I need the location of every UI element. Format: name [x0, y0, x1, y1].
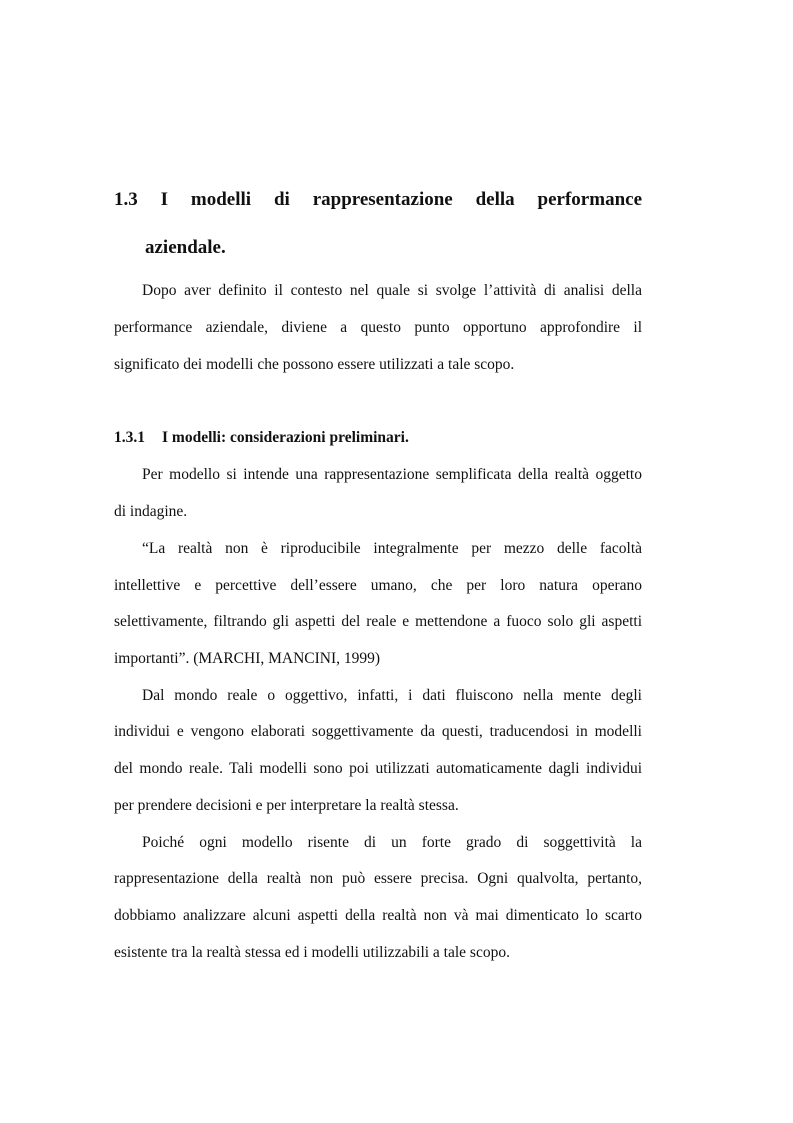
subsection-title: I modelli: considerazioni preliminari. — [162, 429, 409, 446]
section-heading-line-2: aziendale. — [145, 237, 226, 258]
paragraph-3-line: individui e vengono elaborati soggettivamente da questi, traducendosi in modelli — [114, 723, 642, 740]
paragraph-1-line: di indagine. — [114, 503, 188, 520]
paragraph-2-line: selettivamente, filtrando gli aspetti del reale e mettendone a fuoco solo gli aspetti — [114, 613, 642, 630]
paragraph-1-line: Per modello si intende una rappresentazione semplificata della realtà oggetto — [142, 466, 642, 483]
section-heading-line-1: 1.3 I modelli di rappresentazione della performance — [114, 189, 642, 210]
paragraph-2-line: “La realtà non è riproducibile integralmente per mezzo delle facoltà — [142, 540, 642, 557]
intro-paragraph-line: performance aziendale, diviene a questo punto opportuno approfondire il — [114, 319, 642, 336]
intro-paragraph-line: Dopo aver definito il contesto nel quale si svolge l’attività di analisi della — [142, 282, 642, 299]
intro-paragraph-line: significato dei modelli che possono essere utilizzati a tale scopo. — [114, 356, 515, 373]
paragraph-2-line: intellettive e percettive dell’essere umano, che per loro natura operano — [114, 577, 642, 594]
subsection-heading — [114, 428, 642, 448]
subsection-number: 1.3.1 — [114, 429, 145, 446]
paragraph-4-line: Poiché ogni modello risente di un forte grado di soggettività la — [142, 834, 642, 851]
paragraph-4-line: esistente tra la realtà stessa ed i modelli utilizzabili a tale scopo. — [114, 944, 510, 961]
paragraph-2-line: importanti”. (MARCHI, MANCINI, 1999) — [114, 650, 381, 667]
paragraph-3-line: per prendere decisioni e per interpretare la realtà stessa. — [114, 797, 459, 814]
paragraph-4-line: dobbiamo analizzare alcuni aspetti della realtà non và mai dimenticato lo scarto — [114, 907, 642, 924]
paragraph-3-line: del mondo reale. Tali modelli sono poi utilizzati automaticamente dagli individui — [114, 760, 642, 777]
paragraph-4-line: rappresentazione della realtà non può essere precisa. Ogni qualvolta, pertanto, — [114, 870, 642, 887]
paragraph-3-line: Dal mondo reale o oggettivo, infatti, i dati fluiscono nella mente degli — [142, 687, 642, 704]
